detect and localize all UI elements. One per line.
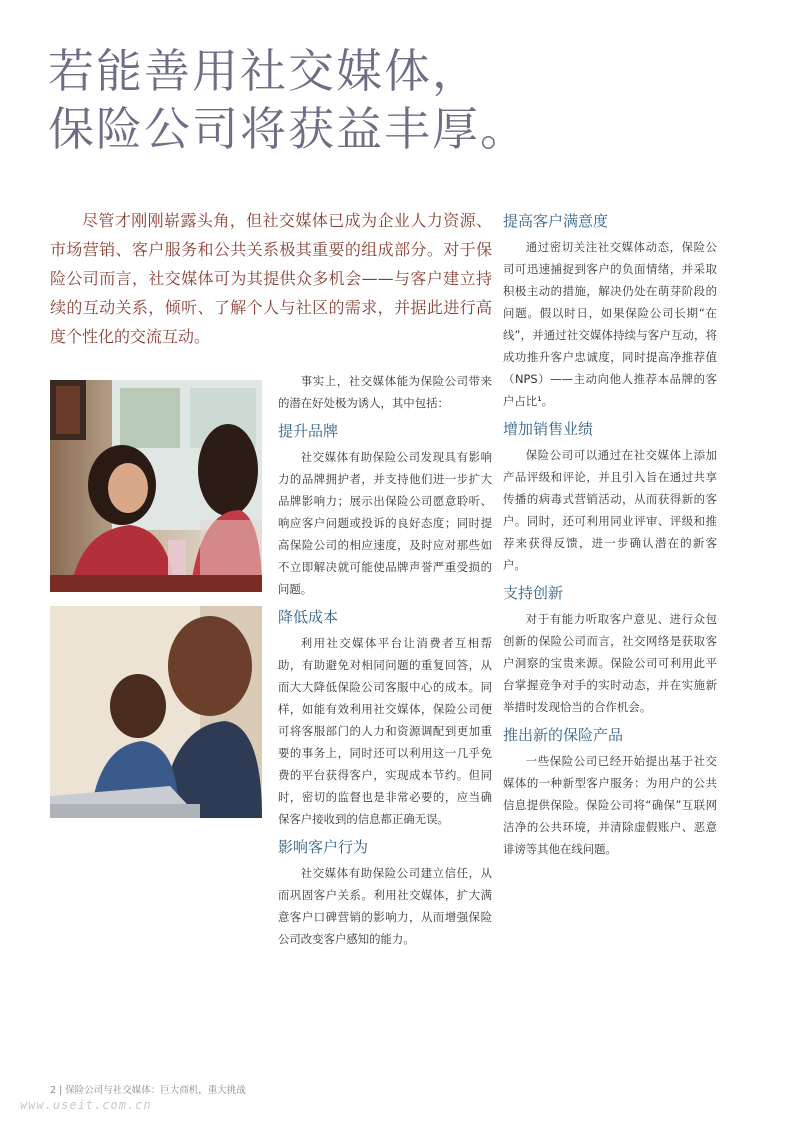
section-body-new-products: 一些保险公司已经开始提出基于社交媒体的一种新型客户服务：为用户的公共信息提供保险。保险公司将“确保”互联网洁净的公共环境，并清除虚假账户、恶意诽谤等其他在线问题。 — [503, 754, 717, 856]
section-body-brand: 社交媒体有助保险公司发现具有影响力的品牌拥护者，并支持他们进一步扩大品牌影响力；展示出保险公司愿意聆听、响应客户问题或投诉的良好态度；同时提高保险公司的相应速度，及时应对那些如不立即解决就可能使品牌声誉严重受损的问题。 — [278, 450, 492, 596]
section-body-behavior: 社交媒体有助保险公司建立信任，从而巩固客户关系。利用社交媒体，扩大满意客户口碑营销的影响力，从而增强保险公司改变客户感知的能力。 — [278, 866, 492, 946]
section-body-innovation: 对于有能力听取客户意见、进行众包创新的保险公司而言，社交网络是获取客户洞察的宝贵来源。保险公司可利用此平台掌握竞争对手的实时动态，并在实施新举措时发现恰当的合作机会。 — [503, 612, 717, 714]
intro-paragraph — [50, 206, 492, 351]
section-heading-innovation: 支持创新 — [503, 584, 564, 602]
section-heading-behavior: 影响客户行为 — [278, 838, 369, 856]
section-heading-cost: 降低成本 — [278, 608, 339, 626]
page-title-line-2: 保险公司将获益丰厚。 — [48, 102, 528, 156]
photo-women-cafe — [50, 380, 262, 592]
middle-lead-text: 事实上，社交媒体能为保险公司带来的潜在好处极为诱人，其中包括： — [278, 374, 492, 410]
section-heading-sales: 增加销售业绩 — [503, 420, 594, 438]
watermark: www.useit.com.cn — [20, 1098, 152, 1112]
page-title — [48, 42, 568, 158]
section-heading-brand: 提升品牌 — [278, 422, 339, 440]
page-footer: 2 | 保险公司与社交媒体：巨大商机，重大挑战 — [50, 1085, 246, 1096]
intro-text: 尽管才刚刚崭露头角，但社交媒体已成为企业人力资源、市场营销、客户服务和公共关系极其重要的组成部分。对于保险公司而言，社交媒体可为其提供众多机会——与客户建立持续的互动关系，倾听、了解个人与社区的需求，并据此进行高度个性化的交流互动。 — [50, 211, 492, 346]
section-body-satisfaction: 通过密切关注社交媒体动态，保险公司可迅速捕捉到客户的负面情绪，并采取积极主动的措施，解决仍处在萌芽阶段的问题。假以时日，如果保险公司长期“在线”，并通过社交媒体持续与客户互动，将成功推升客户忠诚度，同时提高净推荐值（NPS）——主动向他人推荐本品牌的客户占比¹。 — [503, 240, 717, 408]
section-heading-new-products: 推出新的保险产品 — [503, 726, 624, 744]
section-body-cost: 利用社交媒体平台让消费者互相帮助，有助避免对相同问题的重复回答，从而大大降低保险公司客服中心的成本。同样，如能有效利用社交媒体，保险公司便可将客服部门的人力和资源调配到更加重要的事务上，同时还可以利用这一几乎免费的平台获得客户，实现成本节约。但同时，密切的监督也是非常必要的，应当确保客户接收到的信息都正确无误。 — [278, 636, 492, 826]
photo-women-cafe-image — [50, 380, 262, 592]
page-title-line-1: 若能善用社交媒体， — [48, 44, 480, 98]
middle-column — [278, 370, 492, 950]
photo-father-child-image — [50, 606, 262, 818]
right-column — [503, 204, 717, 860]
section-body-sales: 保险公司可以通过在社交媒体上添加产品评级和评论，并且引入旨在通过共享传播的病毒式营销活动，从而获得新的客户。同时，还可利用同业评审、评级和推荐来获得反馈，进一步确认潜在的新客户。 — [503, 448, 717, 572]
section-heading-satisfaction: 提高客户满意度 — [503, 212, 609, 230]
photo-father-child-laptop — [50, 606, 262, 818]
